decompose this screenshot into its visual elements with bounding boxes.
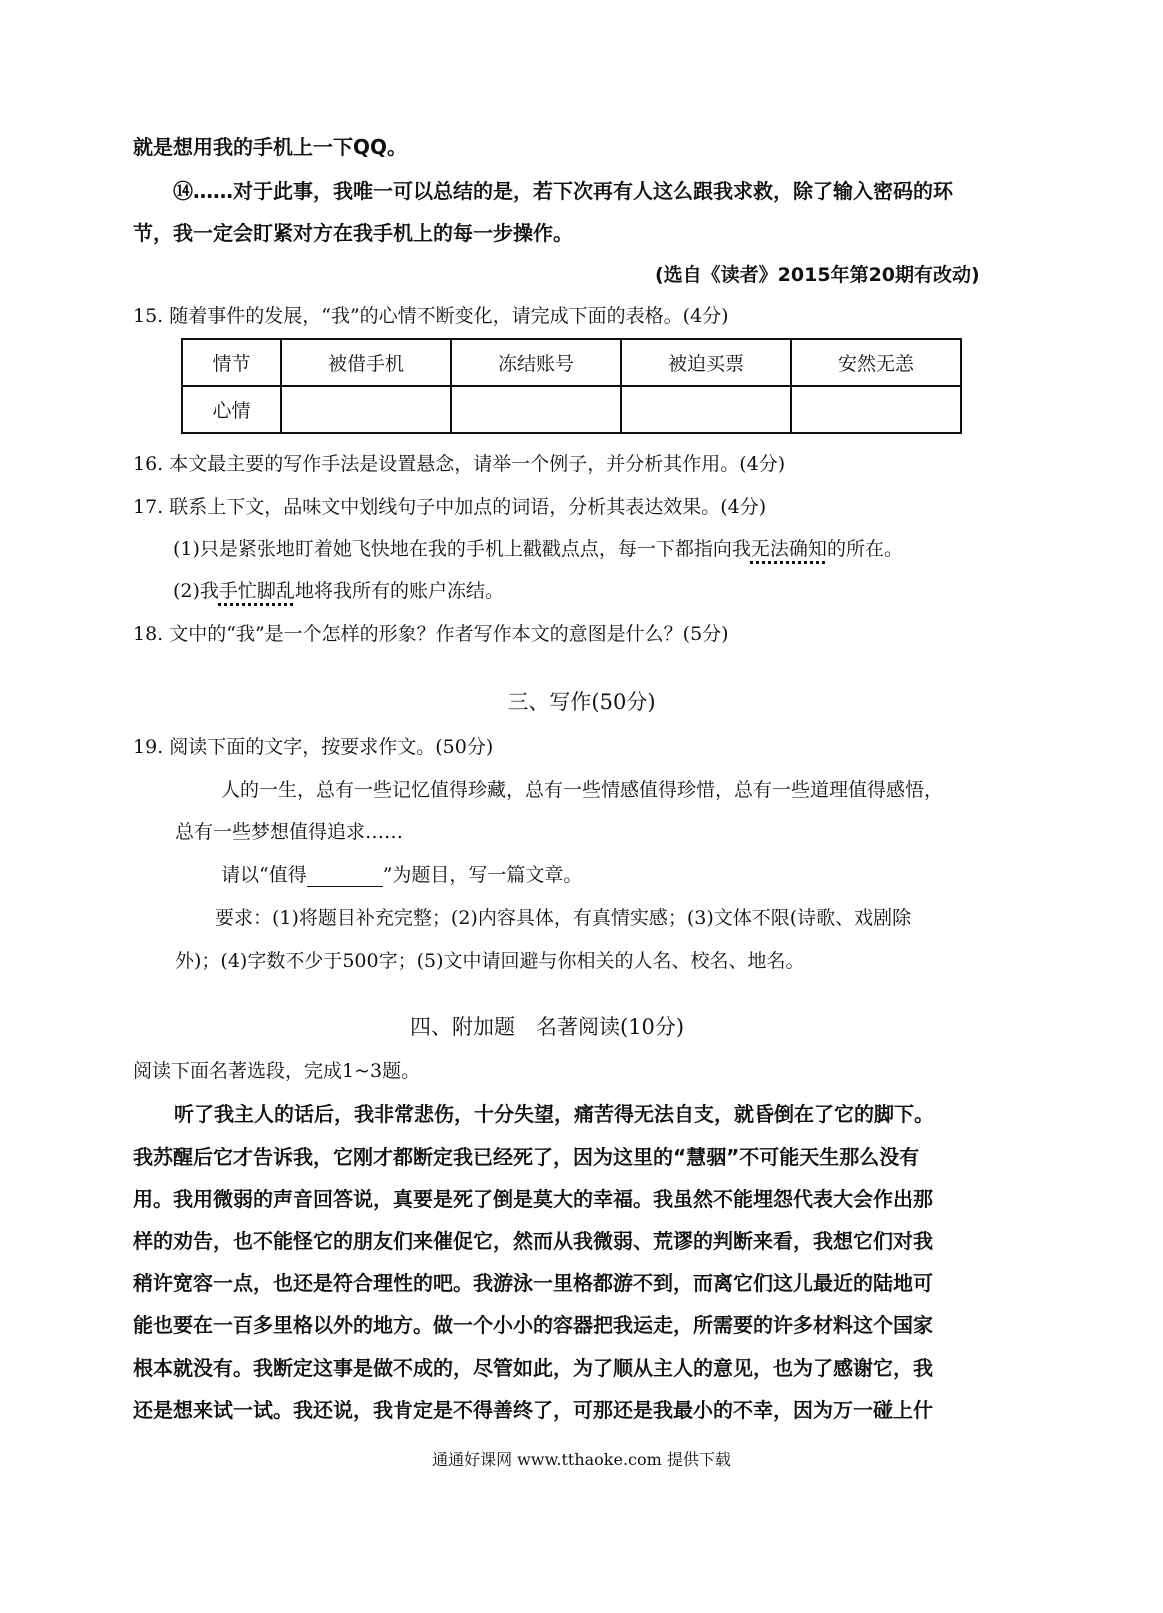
question-18: 18. 文中的“我”是一个怎样的形象？作者写作本文的意图是什么？(5分)	[133, 623, 729, 645]
title-text: 请以“值得	[221, 864, 307, 886]
source-citation: (选自《读者》2015年第20期有改动)	[655, 264, 980, 286]
sentence-text: 的所在。	[826, 538, 903, 560]
section-heading-writing: 三、写作(50分)	[507, 690, 656, 714]
passage-line: 就是想用我的手机上一下QQ。	[133, 135, 408, 159]
answer-cell	[281, 386, 451, 433]
title-text: ”为题目，写一篇文章。	[382, 864, 583, 886]
passage-line: ⑭……对于此事，我唯一可以总结的是，若下次再有人这么跟我求救，除了输入密码的环	[173, 179, 953, 203]
question-17-2	[173, 576, 504, 603]
requirement-line: 要求：(1)将题目补充完整；(2)内容具体，有真情实感；(3)文体不限(诗歌、戏剧除	[215, 907, 912, 929]
excerpt-line: 听了我主人的话后，我非常悲伤，十分失望，痛苦得无法自支，就昏倒在了它的脚下。	[174, 1102, 934, 1126]
section-heading-extra: 四、附加题 名著阅读(10分)	[410, 1015, 685, 1039]
question-17: 17. 联系上下文，品味文中划线句子中加点的词语，分析其表达效果。(4分)	[133, 496, 767, 518]
answer-cell	[621, 386, 791, 433]
requirement-line: 外)；(4)字数不少于500字；(5)文中请回避与你相关的人名、校名、地名。	[175, 950, 805, 972]
sentence-text: 地将我所有的账户冻结。	[294, 580, 504, 602]
sentence-text: (1)只是紧张地盯着她飞快地在我的手机上戳戳点点，每一下都指向我	[173, 538, 751, 560]
excerpt-line: 样的劝告，也不能怪它的朋友们来催促它，然而从我微弱、荒谬的判断来看，我想它们对我	[133, 1229, 933, 1253]
dotted-words: 手忙脚乱	[218, 580, 295, 602]
answer-cell	[791, 386, 961, 433]
mood-table	[181, 338, 962, 434]
table-header-cell: 情节	[182, 339, 281, 386]
excerpt-line: 我苏醒后它才告诉我，它刚才都断定我已经死了，因为这里的“慧骃”不可能天生那么没有	[133, 1145, 920, 1169]
answer-cell	[451, 386, 621, 433]
excerpt-line: 能也要在一百多里格以外的地方。做一个小小的容器把我运走，所需要的许多材料这个国家	[133, 1313, 933, 1337]
excerpt-line: 还是想来试一试。我还说，我肯定是不得善终了，可那还是我最小的不幸，因为万一碰上什	[133, 1398, 933, 1422]
prompt-line: 人的一生，总有一些记忆值得珍藏，总有一些情感值得珍惜，总有一些道理值得感悟，	[221, 779, 944, 801]
table-header-cell: 被借手机	[281, 339, 451, 386]
essay-title-line	[221, 860, 582, 887]
question-16: 16. 本文最主要的写作手法是设置悬念，请举一个例子，并分析其作用。(4分)	[133, 453, 786, 475]
footer-credit: 通通好课网 www.tthaoke.com 提供下载	[432, 1450, 731, 1469]
table-header-cell: 冻结账号	[451, 339, 621, 386]
prompt-line: 总有一些梦想值得追求……	[175, 821, 404, 843]
passage-line: 节，我一定会盯紧对方在我手机上的每一步操作。	[133, 221, 573, 245]
table-header-cell: 安然无恙	[791, 339, 961, 386]
table-row	[182, 386, 961, 433]
title-blank	[307, 868, 383, 887]
table-header-cell: 被迫买票	[621, 339, 791, 386]
excerpt-line: 稍许宽容一点，也还是符合理性的吧。我游泳一里格都游不到，而离它们这儿最近的陆地可	[133, 1271, 933, 1295]
table-row-label: 心情	[182, 386, 281, 433]
question-19: 19. 阅读下面的文字，按要求作文。(50分)	[133, 736, 494, 758]
sentence-text: (2)我	[173, 580, 219, 602]
extra-intro: 阅读下面名著选段，完成1~3题。	[133, 1060, 421, 1082]
question-17-1	[173, 534, 903, 561]
table-row	[182, 339, 961, 386]
excerpt-line: 根本就没有。我断定这事是做不成的，尽管如此，为了顺从主人的意见，也为了感谢它，我	[133, 1356, 933, 1380]
excerpt-line: 用。我用微弱的声音回答说，真要是死了倒是莫大的幸福。我虽然不能埋怨代表大会作出那	[133, 1187, 933, 1211]
question-15: 15. 随着事件的发展，“我”的心情不断变化，请完成下面的表格。(4分)	[133, 305, 729, 327]
dotted-words: 无法确知	[750, 538, 827, 560]
